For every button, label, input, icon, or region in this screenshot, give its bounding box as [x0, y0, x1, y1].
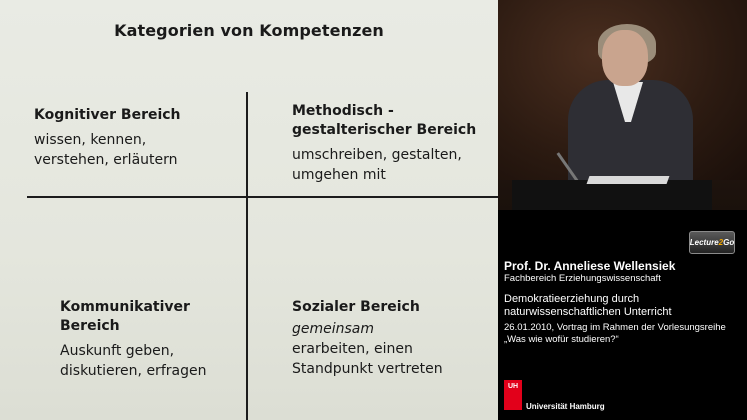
- slide-title: Kategorien von Kompetenzen: [114, 21, 384, 40]
- heading-line: Methodisch -: [292, 103, 394, 119]
- quadrant-communicative: [60, 298, 245, 381]
- date-line: „Was wie wofür studieren?“: [504, 334, 619, 345]
- speaker-name: Prof. Dr. Anneliese Wellensiek: [504, 259, 676, 273]
- body-line: umgehen mit: [292, 167, 386, 183]
- vertical-divider: [246, 92, 248, 420]
- department: Fachbereich Erziehungswissenschaft: [504, 273, 661, 284]
- lectern: [512, 180, 712, 210]
- lecture-info-panel: [498, 210, 747, 420]
- quadrant-cognitive: [34, 106, 239, 170]
- quadrant-body: [292, 145, 492, 185]
- quadrant-heading: [292, 102, 492, 140]
- university-name: Universität Hamburg: [526, 402, 605, 411]
- talk-title-line: naturwissenschaftlichen Unterricht: [504, 306, 672, 318]
- body-line: Standpunkt vertreten: [292, 361, 443, 377]
- quadrant-heading: [60, 298, 245, 336]
- date-line: 26.01.2010, Vortrag im Rahmen der Vorlesungsreihe: [504, 322, 726, 333]
- talk-title: [504, 293, 744, 319]
- quadrant-heading: Kognitiver Bereich: [34, 107, 181, 123]
- body-line-italic: gemeinsam: [292, 321, 375, 337]
- body-line: verstehen, erläutern: [34, 152, 178, 168]
- logo-text: Go: [723, 238, 735, 247]
- quadrant-body: [292, 319, 492, 379]
- heading-line: Bereich: [60, 318, 120, 334]
- body-line: Auskunft geben,: [60, 343, 175, 359]
- heading-line: gestalterischer Bereich: [292, 122, 477, 138]
- speaker-video: [498, 0, 747, 210]
- quadrant-methodical: [292, 102, 492, 185]
- body-line: erarbeiten, einen: [292, 341, 413, 357]
- logo-text-accent: 2: [718, 238, 724, 247]
- quadrant-body: [34, 130, 239, 170]
- body-line: diskutieren, erfragen: [60, 363, 207, 379]
- university-logo: UH: [504, 380, 522, 410]
- quadrant-heading: Sozialer Bereich: [292, 299, 420, 315]
- talk-title-line: Demokratieerziehung durch: [504, 293, 640, 305]
- speaker-head: [602, 30, 648, 86]
- horizontal-divider: [27, 196, 498, 198]
- paper-sheet: [587, 176, 670, 184]
- body-line: wissen, kennen,: [34, 132, 147, 148]
- lecture2go-logo: [689, 231, 735, 254]
- logo-text: Lecture: [689, 238, 719, 247]
- heading-line: Kommunikativer: [60, 299, 190, 315]
- quadrant-social: [292, 298, 492, 379]
- quadrant-body: [60, 341, 245, 381]
- body-line: umschreiben, gestalten,: [292, 147, 462, 163]
- talk-date: [504, 322, 747, 346]
